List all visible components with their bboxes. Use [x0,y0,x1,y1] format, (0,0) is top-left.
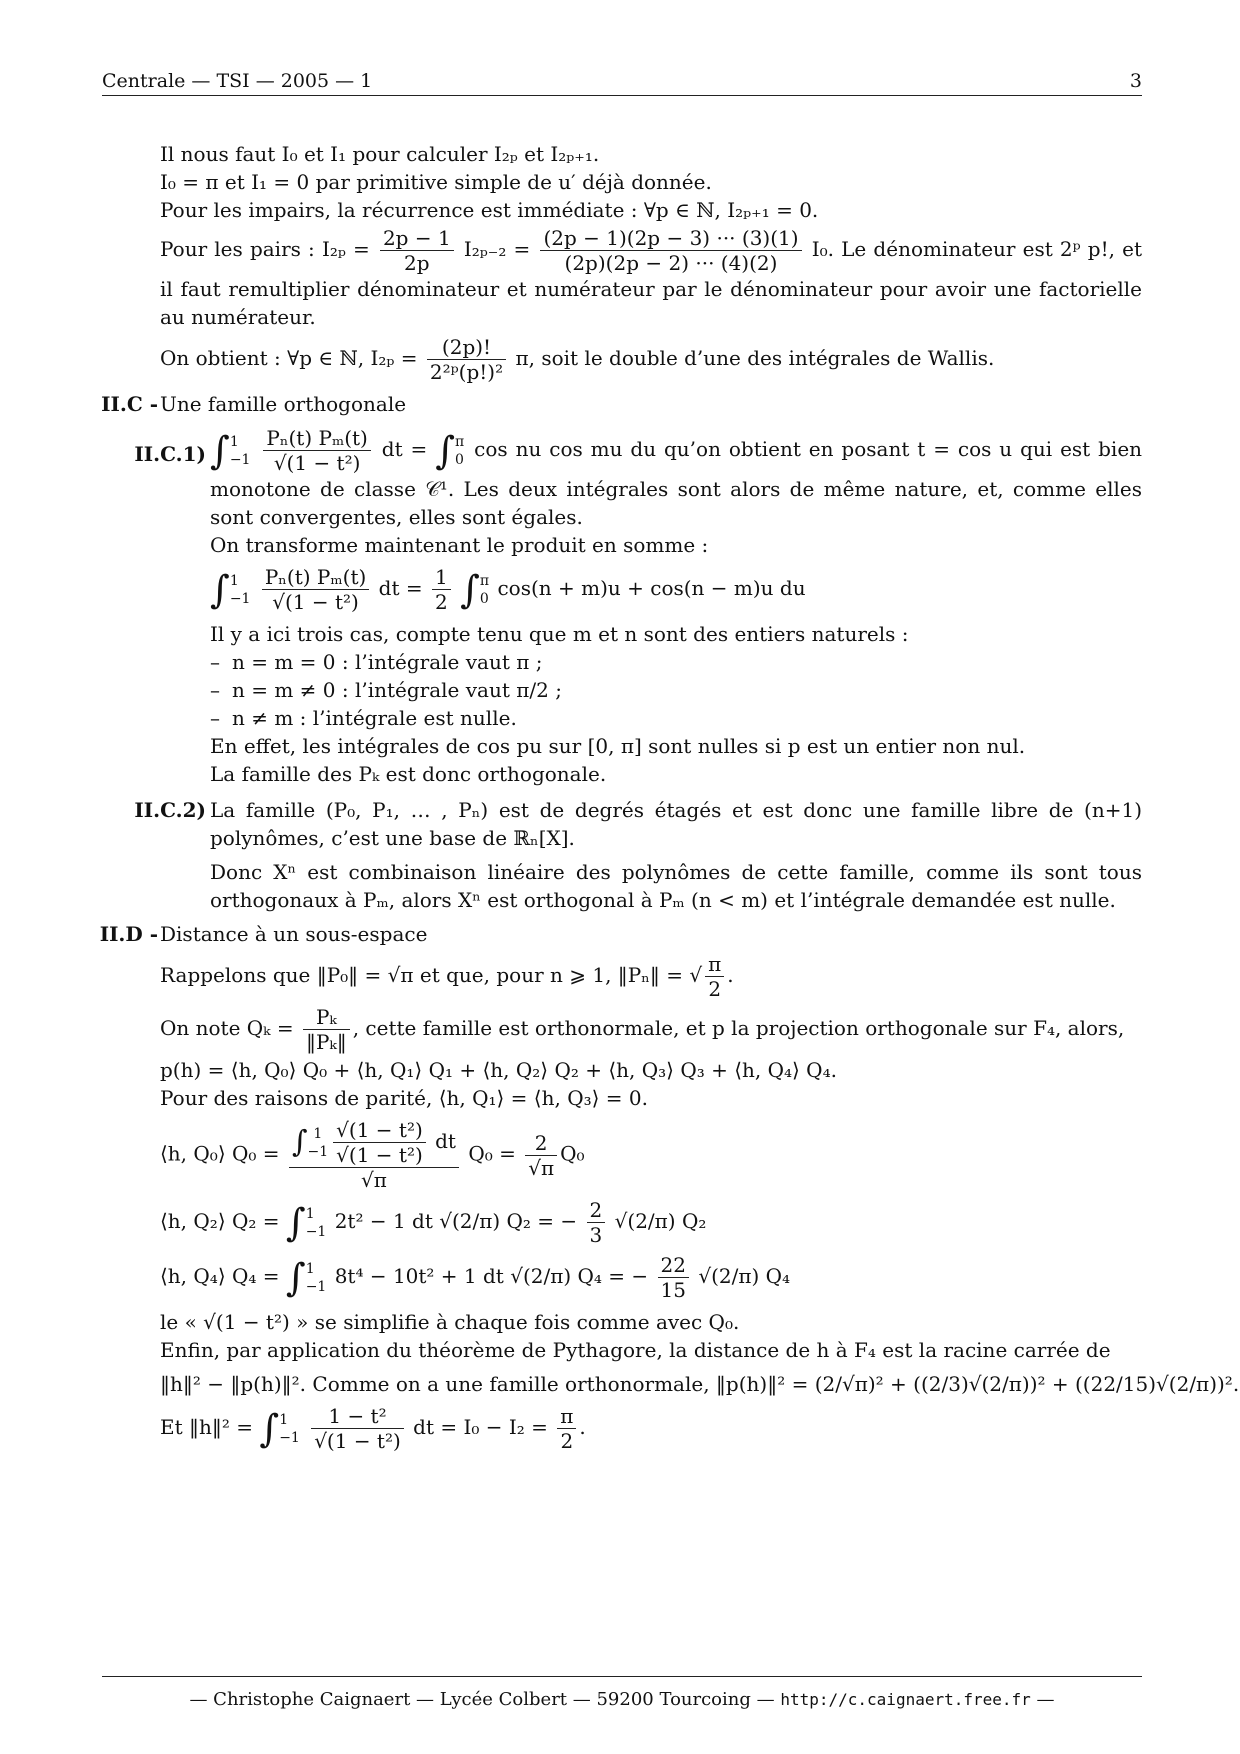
eq-q0: ⟨h, Q₀⟩ Q₀ = ∫ 1 −1 $\frac{\text{√(1 − t²)}}{\text{√(1 − t²)}}$ dt √π Q₀ = $\frac{2}{√\pi}$ Q₀ [160,1118,585,1192]
fraction: $\frac{1}{2}$ [432,565,451,614]
eq-integral-2: ∫1 −1 $\frac{\text{Pₙ(t) Pₘ(t)}}{\text{√(1 − t²)}}$ dt = $\frac{1}{2}$ ∫π 0 cos(n + m)u + cos(n − m)u du [210,565,806,614]
fraction: $\frac{(2p - 1)(2p - 3) \cdot\cdot\cdot (3)(1)}{(2p)(2p - 2) \cdot\cdot\cdot (4)(2)}$ [540,226,801,275]
fraction: $\frac{\text{Pₙ(t) Pₘ(t)}}{\text{√(1 − t²)}}$ [262,565,369,614]
effet-line: En effet, les intégrales de cos pu sur [0, π] sont nulles si p est un entier non nul. [210,734,1026,758]
intro-line-2: I₀ = π et I₁ = 0 par primitive simple de u′ déjà donnée. [160,170,712,194]
integral-sign: ∫ [210,567,230,612]
subsection-label: II.C.2) [134,798,206,822]
subsection-label: II.C.1) [134,442,206,466]
paragraph: Donc Xⁿ est combinaison linéaire des polynômes de cette famille, comme ils sont tous orthogonaux à Pₘ, alors Xⁿ est orthogonal à Pₘ (n < m) et l’intégrale demandée est nulle. [210,860,1142,912]
cases-intro: Il y a ici trois cas, compte tenu que m et n sont des entiers naturels : [210,622,909,646]
eq-q4: ⟨h, Q₄⟩ Q₄ = ∫1 −1 8t⁴ − 10t² + 1 dt √(2/π) Q₄ = − $\frac{22}{15}$ √(2/π) Q₄ [160,1253,791,1302]
fraction: $\frac{2}{√\pi}$ [525,1131,557,1180]
intro-line-3: Pour les impairs, la récurrence est immédiate : ∀p ∈ ℕ, I₂ₚ₊₁ = 0. [160,198,819,222]
section-label: II.D - [99,922,158,946]
document-body [99,140,1240,1459]
conclusion-line: La famille des Pₖ est donc orthogonale. [210,762,607,786]
header-title: Centrale — TSI — 2005 — 1 [102,70,373,92]
section-title: Une famille orthogonale [160,392,407,416]
fraction: $\frac{\text{Pₖ}}{\text{‖Pₖ‖}}$ [303,1005,350,1054]
case-item: – n = m = 0 : l’intégrale vaut π ; [210,650,543,674]
page-footer [102,1676,1142,1710]
page-number: 3 [1129,70,1142,92]
section-IID-body [102,952,1240,1453]
section-title: Distance à un sous-espace [160,922,428,946]
eq-q2: ⟨h, Q₂⟩ Q₂ = ∫1 −1 2t² − 1 dt √(2/π) Q₂ = − $\frac{2}{3}$ √(2/π) Q₂ [160,1198,707,1247]
intro-line-4: Pour les pairs : I₂ₚ = $\frac{2p - 1}{2p}$ I₂ₚ₋₂ = $\frac{(2p - 1)(2p - 3) \cdot\cdot\cdot (3)(1)}{(2p)(2p - 2) \cdot\cdot\cdot (4)(2)}$ I₀. Le dénominateur est 2ᵖ p!, et il faut remultiplier dénominateur et numérateur par le dénominateur pour avoir une factorielle au numérateur. [160,226,1143,329]
subsection-IIC1 [102,426,1142,788]
integral-sign: ∫ [285,1200,306,1245]
intro-line-5: On obtient : ∀p ∈ ℕ, I₂ₚ = $\frac{(2p)!}{\text{2²ᵖ(p!)²}}$ π, soit le double d’une des intégrales de Wallis. [160,335,995,384]
intro-line-1: Il nous faut I₀ et I₁ pour calculer I₂ₚ et I₂ₚ₊₁. [160,142,600,166]
fraction: $\frac{\pi}{2}$ [557,1404,576,1453]
case-item: – n = m ≠ 0 : l’intégrale vaut π/2 ; [210,678,562,702]
integral-sign: ∫ [210,428,230,473]
fraction: $\frac{2p - 1}{2p}$ [380,226,454,275]
simplify-line: le « √(1 − t²) » se simplifie à chaque fois comme avec Q₀. [160,1310,740,1334]
norm-line: ‖h‖² − ‖p(h)‖². Comme on a une famille orthonormale, ‖p(h)‖² = (2/√π)² + ((2/3)√(2/π))² + ((22/15)√(2/π))². [160,1372,1240,1396]
integral-sign: ∫ [285,1255,306,1300]
section-IIC-heading [102,390,1142,418]
section-label: II.C - [101,392,158,416]
rappel-line: Rappelons que ‖P₀‖ = √π et que, pour n ⩾ 1, ‖Pₙ‖ = √ $\frac{\pi}{2}$ . [160,952,734,1001]
fraction: $\frac{2}{3}$ [587,1198,606,1247]
eq-integral-1: ∫1 −1 $\frac{\text{Pₙ(t) Pₘ(t)}}{\text{√(1 − t²)}}$ dt = ∫π 0 cos nu cos mu du qu’on obtient en posant t = cos u qui est bien monotone de classe 𝒞¹. Les deux intégrales sont alors de même nature, et, comme elles sont convergentes, elles sont égales. [210,426,1143,529]
pythagore-line: Enfin, par application du théorème de Pythagore, la distance de h à F₄ est la racine carrée de [160,1338,1111,1362]
page-header [102,64,1142,96]
eq-norm-h: Et ‖h‖² = ∫1 −1 $\frac{\text{1 − t²}}{\text{√(1 − t²)}}$ dt = I₀ − I₂ = $\frac{\pi}{2}$ . [160,1404,586,1453]
note-line: On note Qₖ = $\frac{\text{Pₖ}}{\text{‖Pₖ‖}}$ , cette famille est orthonormale, et p la projection orthogonale sur F₄, alors, [160,1005,1125,1054]
paragraph: La famille (P₀, P₁, … , Pₙ) est de degrés étagés et est donc une famille libre de (n+1) polynômes, c’est une base de ℝₙ[X]. [210,798,1142,850]
fraction: $\frac{\pi}{2}$ [705,952,724,1001]
footer-url[interactable]: http://c.caignaert.free.fr [780,1690,1031,1709]
integral-sign: ∫ [259,1406,280,1451]
parity-line: Pour des raisons de parité, ⟨h, Q₁⟩ = ⟨h, Q₃⟩ = 0. [160,1086,648,1110]
fraction: ∫ 1 −1 $\frac{\text{√(1 − t²)}}{\text{√(1 − t²)}}$ dt √π [289,1118,459,1192]
subsection-IIC2 [102,796,1142,914]
fraction: $\frac{\text{1 − t²}}{\text{√(1 − t²)}}$ [311,1404,404,1453]
section-IID-heading [99,920,1142,948]
integral-sign: ∫ [460,567,480,612]
projection-line: p(h) = ⟨h, Q₀⟩ Q₀ + ⟨h, Q₁⟩ Q₁ + ⟨h, Q₂⟩ Q₂ + ⟨h, Q₃⟩ Q₃ + ⟨h, Q₄⟩ Q₄. [160,1058,837,1082]
transform-line: On transforme maintenant le produit en somme : [210,533,709,557]
fraction: $\frac{\text{Pₙ(t) Pₘ(t)}}{\text{√(1 − t²)}}$ [263,426,370,475]
fraction: $\frac{(2p)!}{\text{2²ᵖ(p!)²}}$ [427,335,506,384]
integral-sign: ∫ [435,428,456,473]
intro-block [102,140,1142,384]
footer-end: — [1030,1689,1055,1710]
case-item: – n ≠ m : l’intégrale est nulle. [210,706,517,730]
fraction: $\frac{22}{15}$ [658,1253,689,1302]
footer-text: — Christophe Caignaert — Lycée Colbert — 59200 Tourcoing — [189,1689,781,1710]
